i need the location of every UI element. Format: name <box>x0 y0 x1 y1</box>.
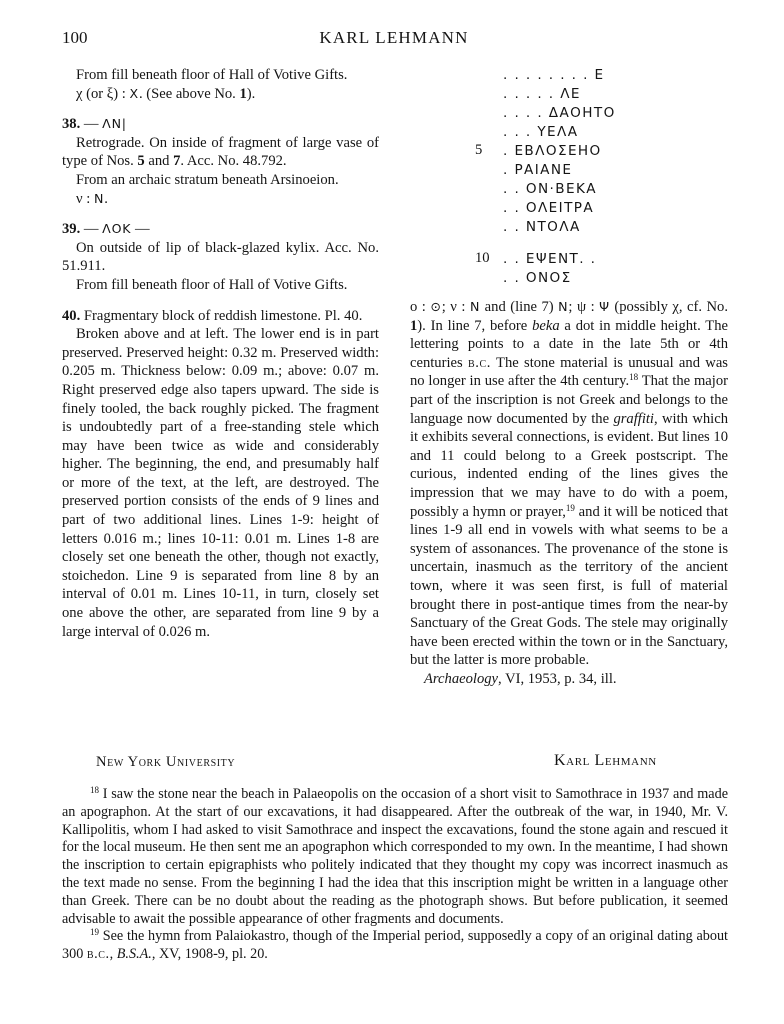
footnotes <box>62 786 728 964</box>
author-signature: Karl Lehmann <box>554 752 657 769</box>
inscription-transcription <box>410 66 728 296</box>
entry-number: 40. <box>62 307 81 324</box>
entry-38-letter-note: ν : Ν. <box>76 190 108 207</box>
entry-38-heading: 38. — ΛΝ| <box>62 116 127 133</box>
line-number: 10 <box>475 250 490 266</box>
entry-40-description: Broken above and at left. The lower end is in part preserved. Preserved height: 0.32 m. Preserved width: 0.205 m. Thickness below: 0.09 m.; above: 0.07 m. Right preserved edge also tapers upward. The side is finely tooled, the back roughly picked. The fragment is undoubtedly part of a free-standing stele which may have been twice as wide and considerably higher. The beginning, the end, and presumably half or more of the text, at the left, are destroyed. The preserved portion consists of the ends of 9 lines and part of two additional lines. Lines 1-9: height of letters 0.016 m.; lines 10-11: 0.01 m. Lines 1-8 are closely set one beneath the other, though not exactly, stoichedon. Line 9 is separated from line 8 by an interval of 0.01 m. Lines 10-11, in turn, closely set one above the other, are separated from line 9 by a large interval of 0.026 m. <box>62 326 379 640</box>
affiliation-signature: New York University <box>96 754 236 770</box>
inscription-line: . . ΟΝ·ΒΕΚΑ <box>503 181 598 197</box>
entry-40-commentary: ο : ⊙; ν : Ν and (line 7) Ν; ψ : Ψ (possibly χ, cf. No. 1). In line 7, before beka a dot in middle height. The lettering points to a date in the late 5th or 4th centuries b.c. The stone material is unusual and was no longer in use after the 4th century.$^{18}$ That the major part of the inscription is not Greek and belongs to the language now documented by the graffiti, with which it exhibits several connections, is evident. But lines 10 and 11 could belong to a Greek postscript. The curious, indented ending of the lines gives the impression that we may have to do with a poem, possibly a hymn or prayer,$^{19}$ and it will be noticed that lines 1-9 all end in vowels with what seems to be a system of assonances. The provenance of the stone is uncertain, inasmuch as the territory of the ancient town, where it was seen first, is full of material brought there in post-antique times from the near-by Sanctuary of the Great Gods. The stele may originally have been erected within the town or in the Sanctuary, but the latter is more probable. <box>410 299 728 669</box>
entry-number: 39. <box>62 221 81 238</box>
running-head: KARL LEHMANN <box>319 28 469 47</box>
entry-40-heading: 40. Fragmentary block of reddish limestone. Pl. 40. <box>62 307 363 324</box>
inscription-line: . . . . . . . . Ε <box>503 67 605 83</box>
inscription-line: . . ΝΤΟΛΑ <box>503 219 581 235</box>
entry-39-description: On outside of lip of black-glazed kylix. Acc. No. 51.911. <box>62 239 379 275</box>
footnote-ref-19: 19 <box>565 502 575 513</box>
footnote-ref-18: 18 <box>629 372 639 383</box>
inscription-glyphs: ΛΝ| <box>102 116 127 132</box>
entry-number: 38. <box>62 116 81 133</box>
page-header <box>62 28 726 50</box>
inscription-line: . . . ΥΕΛΑ <box>503 124 579 140</box>
entry-39-provenance: From fill beneath floor of Hall of Votive Gifts. <box>76 276 348 293</box>
line-number: 5 <box>475 142 483 158</box>
entry-39-heading: 39. — ΛΟΚ — <box>62 221 150 238</box>
inscription-line: . . ΕΨΕΝΤ. . <box>503 251 597 267</box>
footnote-19: $^{19}$ See the hymn from Palaiokastro, though of the Imperial period, supposedly a copy of an original dating about 300 b.c., B.S.A., XV, 1908-9, pl. 20. <box>62 927 728 963</box>
inscription-line: . . . . ΔΑΟΗΤΟ <box>503 105 616 121</box>
glyph-chi: X <box>129 85 139 101</box>
left-column <box>62 66 379 641</box>
inscription-line: . . . . . ΛΕ <box>503 86 581 102</box>
entry-38-provenance: From an archaic stratum beneath Arsinoeion. <box>76 171 339 188</box>
entry-38-description: Retrograde. On inside of fragment of large vase of type of Nos. 5 and 7. Acc. No. 48.792. <box>62 134 379 170</box>
inscription-line: . . ΟΛΕΙΤΡΑ <box>503 200 595 216</box>
inscription-line: . ΕΒΛΟΣΕΗΟ <box>503 143 602 159</box>
right-column <box>410 66 728 688</box>
page-number: 100 <box>62 28 88 47</box>
intro-provenance: From fill beneath floor of Hall of Votive Gifts. <box>76 67 348 83</box>
footnote-18: $^{18}$ I saw the stone near the beach in Palaeopolis on the occasion of a short visit to Samothrace in 1937 and made an apographon. At the start of our excavations, it had disappeared. After the outbreak of the war, in 1940, Mr. V. Kallipolitis, whom I had asked to visit Samothrace and inspect the excavations, found the stone again and rescued it for the local museum. He then sent me an apographon which corresponded to my own. In the meantime, I had shown the inscription to certain epigraphists who politely indicated that they thought my copy was incorrect inasmuch as the text made no sense. From the beginning I had the idea that this inscription might be written in a language other than Greek. There can be no doubt about the reading as the photograph shows. But before publication, it seemed advisable to await the possible appearance of other fragments and documents. <box>62 785 728 927</box>
inscription-line: . ΡΑΙΑΝΕ <box>503 162 573 178</box>
footnote-number: 19 <box>90 927 99 938</box>
footnote-number: 18 <box>90 785 99 795</box>
intro-letter-note: χ (or ξ) : X. (See above No. 1). <box>76 85 256 102</box>
bibliographic-reference: Archaeology, VI, 1953, p. 34, ill. <box>424 670 617 687</box>
inscription-line: . . ΟΝΟΣ <box>503 270 572 286</box>
inscription-glyphs: ΛΟΚ <box>102 221 132 237</box>
